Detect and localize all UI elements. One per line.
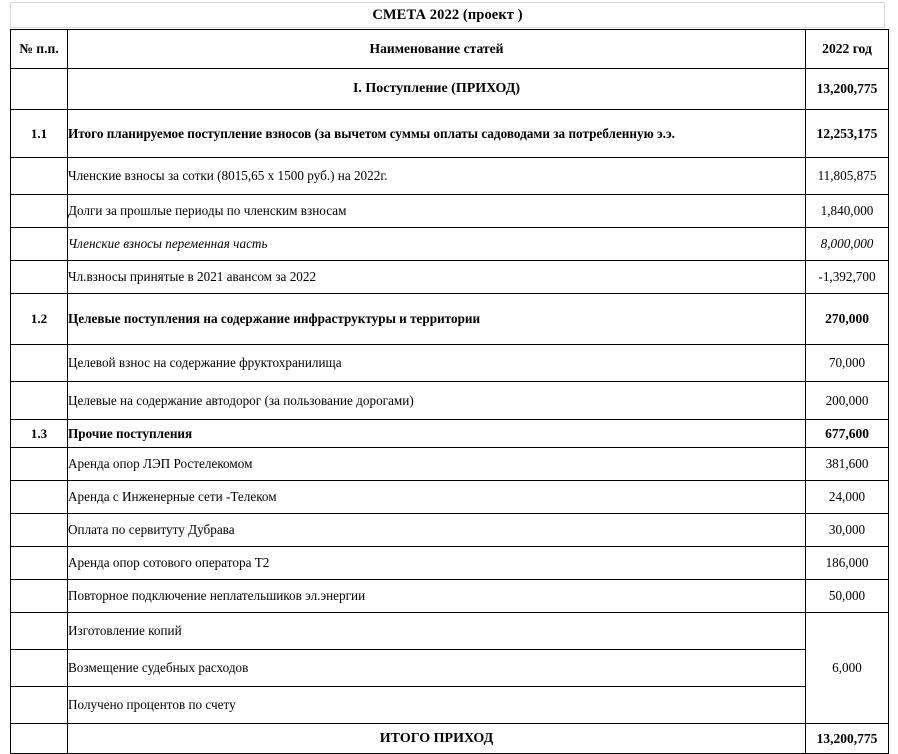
row-value (806, 110, 889, 158)
row-value (806, 420, 889, 448)
table-row (11, 294, 889, 345)
row-value (806, 547, 889, 580)
table-header-row (11, 30, 889, 69)
row-num (11, 547, 68, 580)
row-value (806, 448, 889, 481)
row-value (806, 195, 889, 228)
row-num (11, 420, 68, 448)
row-name-label: Целевые поступления на содержание инфраструктуры и территории (68, 311, 481, 327)
section-label: I. Поступление (ПРИХОД) (352, 81, 521, 97)
header-cell-num (11, 30, 68, 69)
row-name-label: Чл.взносы принятые в 2021 авансом за 2022 (68, 269, 317, 285)
total-cell-value (806, 724, 889, 754)
header-label-value: 2022 год (822, 40, 872, 56)
row-name (68, 420, 806, 448)
total-row (11, 724, 889, 754)
table-row (11, 514, 889, 547)
row-num (11, 294, 68, 345)
row-value-label: 12,253,175 (816, 125, 878, 141)
row-num (11, 580, 68, 613)
row-value (806, 481, 889, 514)
row-num (11, 158, 68, 195)
row-value-label: 677,600 (825, 425, 869, 441)
row-num (11, 345, 68, 382)
table-row (11, 345, 889, 382)
row-num (11, 382, 68, 420)
table-row (11, 448, 889, 481)
row-num (11, 448, 68, 481)
row-name (68, 382, 806, 420)
row-num (11, 261, 68, 294)
document-title-band (10, 2, 885, 28)
row-value (806, 228, 889, 261)
row-value-label: 186,000 (825, 555, 869, 571)
section-cell-num (11, 69, 68, 110)
row-value-label: 381,600 (825, 456, 869, 472)
header-label-name: Наименование статей (369, 40, 504, 56)
total-value: 13,200,775 (816, 730, 878, 746)
row-name (68, 580, 806, 613)
section-row-income (11, 69, 889, 110)
row-num-label: 1.1 (30, 125, 48, 141)
table-row (11, 613, 889, 650)
row-name-label: Прочие поступления (68, 425, 193, 441)
section-cell-name (68, 69, 806, 110)
section-cell-value (806, 69, 889, 110)
total-cell-num (11, 724, 68, 754)
row-value-label: 1,840,000 (820, 203, 874, 219)
row-value-label: -1,392,700 (818, 269, 876, 285)
row-name (68, 345, 806, 382)
row-num (11, 650, 68, 687)
table-row (11, 382, 889, 420)
table-row (11, 650, 889, 687)
row-name (68, 110, 806, 158)
header-cell-name (68, 30, 806, 69)
row-name (68, 294, 806, 345)
row-name-label: Целевые на содержание автодорог (за пользование дорогами) (68, 392, 414, 408)
row-name (68, 195, 806, 228)
row-value (806, 261, 889, 294)
row-value-label: 24,000 (828, 489, 866, 505)
row-value-label: 50,000 (828, 588, 866, 604)
row-value-merged (806, 613, 889, 724)
row-value (806, 580, 889, 613)
row-value (806, 382, 889, 420)
table-row (11, 261, 889, 294)
row-num-label: 1.3 (30, 425, 48, 441)
row-num (11, 481, 68, 514)
row-value (806, 158, 889, 195)
row-name-label: Долги за прошлые периоды по членским взносам (68, 203, 347, 219)
row-name (68, 547, 806, 580)
row-name-label: Аренда опор сотового оператора Т2 (68, 555, 270, 571)
row-name-label: Возмещение судебных расходов (68, 660, 249, 676)
row-name-label: Целевой взнос на содержание фруктохранилища (68, 355, 342, 371)
row-value (806, 294, 889, 345)
table-row (11, 110, 889, 158)
table-row (11, 547, 889, 580)
row-name-label: Изготовление копий (68, 623, 182, 639)
row-name-label: Аренда опор ЛЭП Ростелекомом (68, 456, 253, 472)
row-value-label: 30,000 (828, 522, 866, 538)
row-value (806, 345, 889, 382)
row-num (11, 613, 68, 650)
row-value-label: 70,000 (828, 355, 866, 371)
section-value: 13,200,775 (816, 81, 878, 97)
document-title: СМЕТА 2022 (проект ) (372, 6, 523, 23)
table-row (11, 158, 889, 195)
row-name (68, 650, 806, 687)
row-value-label: 6,000 (832, 660, 862, 676)
row-value-label: 200,000 (825, 392, 869, 408)
row-num (11, 228, 68, 261)
row-value-label: 270,000 (825, 311, 869, 327)
row-name (68, 613, 806, 650)
row-num (11, 514, 68, 547)
row-name-label: Оплата по сервитуту Дубрава (68, 522, 235, 538)
row-name-label: Получено процентов по счету (68, 697, 236, 713)
row-num (11, 110, 68, 158)
total-label: ИТОГО ПРИХОД (379, 730, 494, 746)
table-row (11, 420, 889, 448)
row-num-label: 1.2 (30, 311, 48, 327)
row-num (11, 195, 68, 228)
row-name (68, 514, 806, 547)
row-value-label: 8,000,000 (820, 236, 874, 252)
total-cell-name (68, 724, 806, 754)
row-value-label: 11,805,875 (817, 168, 877, 184)
budget-table (10, 29, 889, 754)
row-value (806, 514, 889, 547)
row-name (68, 228, 806, 261)
row-name (68, 261, 806, 294)
row-name-label: Аренда с Инженерные сети -Телеком (68, 489, 277, 505)
row-name-label: Итого планируемое поступление взносов (за вычетом суммы оплаты садоводами за потребленную э.э. (68, 125, 675, 141)
header-label-num: № п.п. (19, 40, 59, 56)
table-row (11, 580, 889, 613)
table-row (11, 228, 889, 261)
row-name-label: Членские взносы переменная часть (68, 236, 268, 252)
table-row (11, 481, 889, 514)
row-name-label: Членские взносы за сотки (8015,65 x 1500 руб.) на 2022г. (68, 168, 388, 184)
header-cell-value (806, 30, 889, 69)
row-name-label: Повторное подключение неплательшиков эл.энергии (68, 588, 366, 604)
row-name (68, 158, 806, 195)
row-name (68, 481, 806, 514)
table-row (11, 195, 889, 228)
row-name (68, 448, 806, 481)
